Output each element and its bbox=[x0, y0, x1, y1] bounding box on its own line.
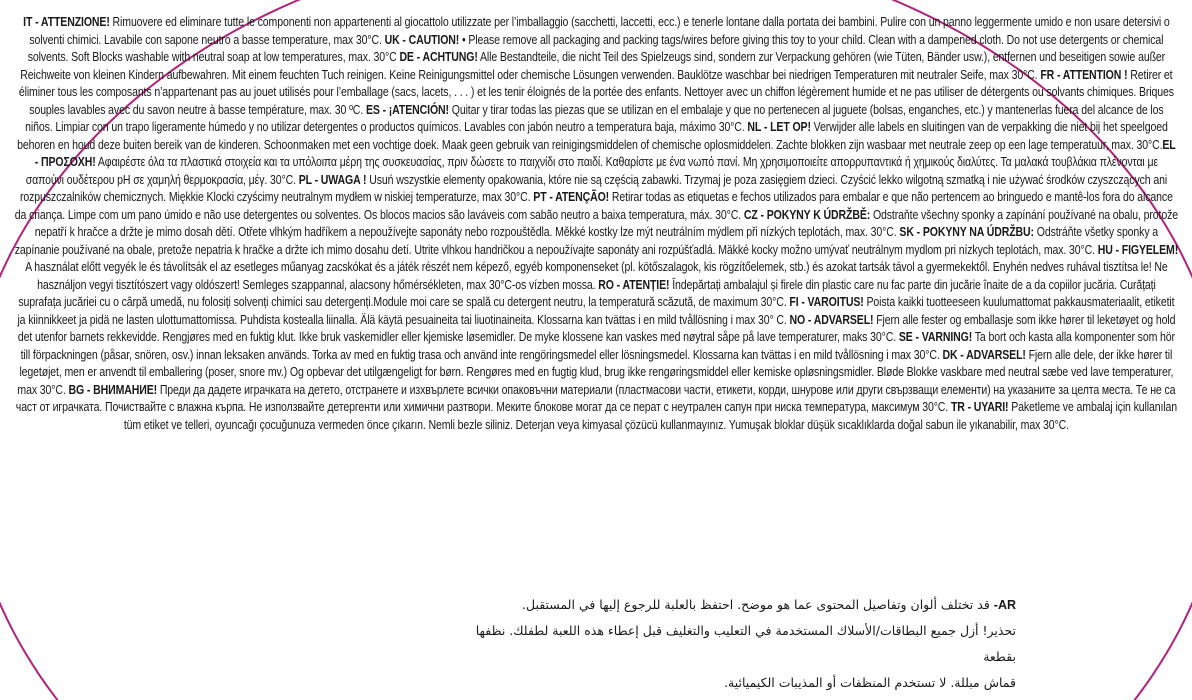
section-code: FI - VAROITUS! bbox=[789, 294, 864, 309]
section-code: RO - ATENȚIE! bbox=[598, 276, 670, 292]
section-text: Alle Bestandteile, die nicht Teil des Spielzeugs sind, sondern zur Verpackung gehören (wie Tüten, Bänder usw.), entfernen und beseitigen sowie außer Reichweite von kleinen Kindern aufbewahren. Mit einem feuchten Tuch reinigen. Keine Reinigungsmittel oder chemische Lösungen verwenden. Bauklötze waschbar bei niedrigen Temperaturen mit neutraler Seife, max 30°C. bbox=[20, 49, 1166, 82]
section-text: Îndepărtați ambalajul și firele din plastic care nu fac parte din jucărie înaite de a da copiilor jucăria. Curățați suprafața jucăriei cu o cârpă umedă, nu folosiți solvenți chimici sau detergenți.Module moi care se spală cu detergent neutru, la temperatură scăzută, de maximum 30°C. bbox=[18, 276, 1156, 309]
warnings-text-block bbox=[14, 13, 1178, 433]
section-text: Ta bort och kasta alla komponenter som hör till förpackningen (påsar, snören, osv.) innan leksaken används. Torka av med en fuktig trasa och använd inte rengöringsmedel eller lösningsmedel. Klossarna kan tvättas i en mild tvållösning i max 30°C. bbox=[20, 329, 1175, 362]
section-text: Odstráňte všetky sponky a zapínanie používané na obale, pretože nepatria k hračke a držte ich mimo dosahu detí. Utrite vlhkou handričkou a nepoužívajte saponáty ani rozpúšťadlá. Mäkké kocky možno umývať neutrálnym mydlom pri nízkych teplotách, max. 30°C. bbox=[14, 224, 1159, 257]
section-text: Verwijder alle labels en sluitingen van de verpakking die niet bij het speelgoed behoren en houd deze buiten bereik van de kinderen. Schoonmaken met een vochtige doek. Maak geen gebruik van reinigingsmiddelen of chemische oplosmiddelen. Zachte blokken zijn wasbaar met neutrale zeep op een lage temperatuur, max. 30°C. bbox=[17, 119, 1168, 152]
section-code: UK - CAUTION! bbox=[384, 31, 460, 47]
section-text: Poista kaikki tuotteeseen kuulumattomat pakkausmateriaalit, etiketit ja kiinnikkeet ja pidä ne lasten ulottumattomissa. Puhdista kostealla liinalla. Älä käytä pesuaineita tai liuotinaineita. Klossarna kan tvättas i en mild tvållösning i max 30° C. bbox=[17, 294, 1175, 327]
arabic-warning bbox=[456, 592, 1016, 696]
section-code: ES - ¡ATENCIÓN! bbox=[365, 101, 449, 117]
section-code: NO - ADVARSEL! bbox=[789, 311, 874, 327]
section-code: DE - ACHTUNG! bbox=[399, 49, 478, 64]
section-text: Retirer et éliminer tous les composants n’appartenant pas au jouet utilisés pour l’emballage (sacs, lacets, . . . ) et les tenir éloignés de la portée des enfants. Nettoyer avec un chiffon légèrement humide et ne pas utiliser de détergents ou solvants chimiques. Briques souples lavables avec du savon neutre à basse température, max. 30 ºC. bbox=[18, 66, 1174, 117]
section-code: PL - UWAGA ! bbox=[298, 171, 367, 187]
section-text: Retirar todas as etiquetas e fechos utilizados para embalar e que não pertencem ao bringuedo e mantê-los fora do alcance da criança. Limpe com um pano úmido e não use detergentes ou solventes. Os blocos macios são laváveis com sabão neutro a baixa temperatura, máx. 30°C. bbox=[14, 189, 1173, 222]
section-code: IT - ATTENZIONE! bbox=[23, 14, 110, 29]
section-code: NL - LET OP! bbox=[747, 119, 811, 134]
section-code: CZ - POKYNY K ÚDRŽBĚ: bbox=[743, 206, 871, 222]
section-text: Usuń wszystkie elementy opakowania, które nie są częścią zabawki. Trzymaj je poza zasięgiem dzieci. Czyścić lekko wilgotną szmatką i nie używać środków czyszczących ani rozpuszczalników chemicznych. Miękkie Klocki czyścimy neutralnym mydłem w niskiej temperaturze, max 30°C. bbox=[19, 171, 1168, 204]
section-text: Fjern alle dele, der ikke hører til legetøjet, men er anvendt til emballering (poser, snore mv.) Og opbevar det utilgængeligt for børn. Rengøres med en fugtig klud, brug ikke rengøringsmiddel eller kemiske opløsningsmidler. Bløde Blokke vaskbare med neutral sæbe ved lave temperaturer, max 30°C. bbox=[17, 346, 1174, 397]
section-code: DK - ADVARSEL! bbox=[942, 346, 1026, 362]
section-text: Αφαιρέστε όλα τα πλαστικά στοιχεία και τα υπόλοιπα μέρη της συσκευασίας, πριν δώσετε το παιχνίδι στο παιδί. Καθαρίστε με ένα νωπό πανί. Μη χρησιμοποιείτε απορρυπαντικά ή χημικούς διαλύτες. Τα μαλακά τουβλάκια πλένονται με σαπούνι ουδέτερου pH σε χαμηλή θερμοκρασία, μέγ. 30°C. bbox=[25, 154, 1159, 187]
section-text: Преди да дадете играчката на детето, отстранете и изхвърлете всички опаковъчни материали (пластмасови части, етикети, корди, шнурове или други свързващи елементи) на указаните за целта места. Те не са част от играчката. Почиствайте с влажна кърпа. Не използвайте детергенти или химични разтвори. Меките блокове могат да се перат с неутрален сапун при ниска температура, максимум 30°C. bbox=[15, 381, 1176, 414]
section-code: SK - POKYNY NA ÚDRŽBU: bbox=[899, 224, 1034, 239]
section-code: HU - FIGYELEM! bbox=[1097, 241, 1179, 257]
multilingual-warnings bbox=[14, 13, 1179, 433]
section-text: Rimuovere ed eliminare tutte le componenti non appartenenti al giocattolo utilizzate per l’imballaggio (sacchetti, laccetti, ecc.) e tenerle lontane dalla portata dei bambini. Pulire con un panno leggermente umido e non usare detersivi o solventi chimici. Lavabile con sapone neutro a basse temperature, max 30°C. bbox=[29, 14, 1170, 47]
section-code: PT - ATENÇÃO! bbox=[533, 189, 610, 204]
section-text: A használat előtt vegyék le és távolítsák el az esetleges műanyag zacskókat és a játék részét nem képező, egyéb komponenseket (pl. kötőszalagok, kis rögzítőelemek, stb.) és azokat tartsák távol a gyermekektől. Enyhén nedves ruhával tisztítsa le! Ne használjon vegyi tisztítószert vagy oldószert! Semleges szappannal, alacsony hőmérsékleten, max 30°C-os vízben mossa. bbox=[25, 259, 1168, 292]
section-code: SE - VARNING! bbox=[898, 329, 973, 344]
section-code: FR - ATTENTION ! bbox=[1040, 66, 1128, 82]
arabic-line-1: AR- قد تختلف ألوان وتفاصيل المحتوى عما هو موضح. احتفظ بالعلبة للرجوع إليها في المستقبل. bbox=[522, 597, 1016, 612]
section-text: Odstraňte všechny sponky a zapínání používané na obalu, protože nepatří k hračce a držte je mimo dosah dětí. Otřete vlhkým hadříkem a nepoužívejte saponáty nebo rozpouštědla. Měkké kostky lze mýt neutrálním mýdlem při nízkých teplotách, max. 30°C. bbox=[34, 206, 1178, 239]
section-text: Fjern alle fester og emballasje som ikke hører til leketøyet og hold det utenfor barnets rekkevidde. Rengjøres med en fuktig klut. Ikke bruk vaskemidler eller kjemiske løsemidler. De myke klossene kan vaskes med nøytral såpe på lave temperaturer, maks 30°C. bbox=[17, 311, 1176, 344]
section-code: BG - ВНИМАНИЕ! bbox=[68, 381, 158, 397]
section-text: • Please remove all packaging and packing tags/wires before giving this toy to your child. Clean with a dampened cloth. Do not use detergents or chemical solvents. Soft Blocks washable with neutral soap at low temperatures, max. 30°C bbox=[27, 31, 1164, 64]
arabic-code: AR- bbox=[993, 598, 1016, 612]
section-text: Quitar y tirar todas las piezas que se utilizan en el embalaje y que no pertenecen al juguete (bolsas, enganches, etc.) y mantenerlas fuera del alcance de los niños. Limpiar con un trapo ligeramente húmedo y no utilizar detergentes o productos químicos. Lavables con jabón neutro a temperatura baja, máximo 30°C. bbox=[25, 101, 1164, 134]
arabic-line-2: تحذير! أزل جميع البطاقات/الأسلاك المستخدمة في التعليب والتغليف قبل إعطاء هذه اللعبة لطفلك. نظفها بقطعة bbox=[475, 623, 1016, 664]
section-code: EL - ΠΡΟΣΟΧΗ! bbox=[34, 136, 1176, 169]
section-text: Paketleme ve ambalaj için kullanılan tüm etiket ve telleri, oyuncağı çocuğunuza vermeden önce çıkarın. Nemli bezle siliniz. Deterjan veya kimyasal çözücü kullanmayınız. Yumuşak bloklar düşük sıcaklıklarda doğal sabun ile yıkanabilir, max 30°C. bbox=[123, 399, 1177, 432]
arabic-line-3: قماش مبللة. لا تستخدم المنظفات أو المذيبات الكيميائية. bbox=[724, 675, 1016, 690]
section-code: TR - UYARI! bbox=[950, 399, 1009, 414]
